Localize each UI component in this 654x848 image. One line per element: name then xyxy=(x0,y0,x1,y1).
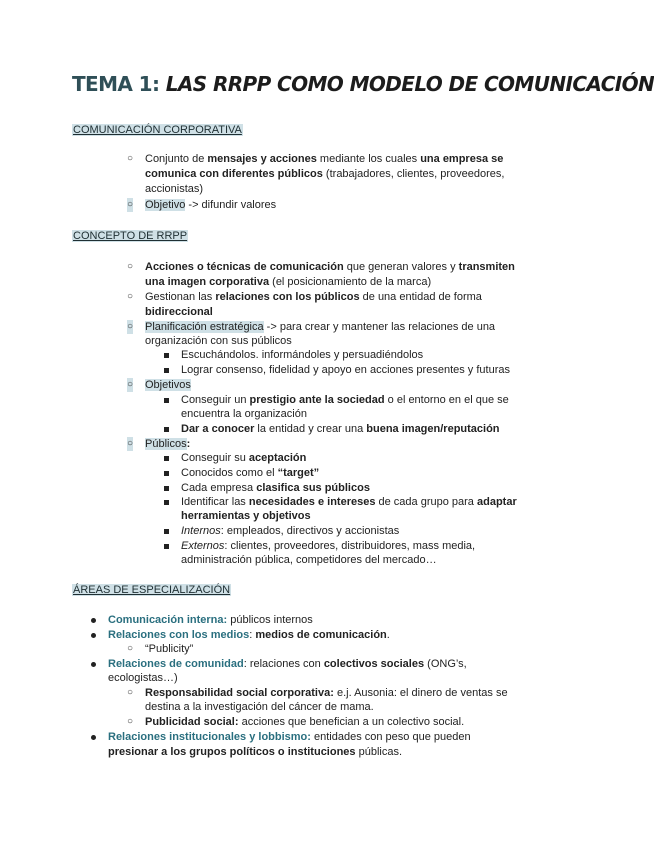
circle-bullet-icon: ○ xyxy=(127,643,134,654)
list-item-line: Externos: clientes, proveedores, distribuidores, mass media, xyxy=(181,540,476,552)
list-item-line: Gestionan las relaciones con los públicos de una entidad de forma xyxy=(145,291,482,303)
circle-bullet-icon: ○ xyxy=(127,261,134,272)
square-bullet-icon xyxy=(164,456,169,461)
title-prefix: TEMA 1: xyxy=(72,72,160,96)
circle-bullet-icon: ○ xyxy=(127,153,134,164)
circle-bullet-icon: ○ xyxy=(127,321,134,332)
list-item-line: Internos: empleados, directivos y accionistas xyxy=(181,525,400,537)
list-item-line: Identificar las necesidades e intereses de cada grupo para adaptar xyxy=(181,496,517,508)
list-item-line: Publicidad social: acciones que benefician a un colectivo social. xyxy=(145,716,465,728)
list-item-line: herramientas y objetivos xyxy=(181,510,311,522)
dot-bullet-icon xyxy=(91,633,96,638)
list-item-line: Objetivo -> difundir valores xyxy=(145,199,277,211)
section-heading-comunicacion-corporativa: COMUNICACIÓN CORPORATIVA xyxy=(73,124,242,136)
dot-bullet-icon xyxy=(91,662,96,667)
list-item-line: “Publicity” xyxy=(145,643,194,655)
list-item-line: organización con sus públicos xyxy=(145,335,292,347)
list-item-line: Comunicación interna: públicos internos xyxy=(108,614,313,626)
page-title xyxy=(72,72,654,96)
list-item-line: Objetivos xyxy=(145,379,191,391)
list-item-line: Conocidos como el “target” xyxy=(181,467,320,479)
list-item-line: destina a la investigación del cáncer de mama. xyxy=(145,701,374,713)
list-item-line: Relaciones de comunidad: relaciones con colectivos sociales (ONG’s, xyxy=(108,658,467,670)
dot-bullet-icon xyxy=(91,735,96,740)
list-item-line: Conjunto de mensajes y acciones mediante los cuales una empresa se xyxy=(145,153,504,165)
list-item-line: presionar a los grupos políticos o instituciones públicas. xyxy=(108,746,403,758)
dot-bullet-icon xyxy=(91,618,96,623)
list-item-line: Lograr consenso, fidelidad y apoyo en acciones presentes y futuras xyxy=(181,364,510,376)
circle-bullet-icon: ○ xyxy=(127,438,134,449)
list-item-line: encuentra la organización xyxy=(181,408,307,420)
square-bullet-icon xyxy=(164,486,169,491)
list-item-line: comunica con diferentes públicos (trabajadores, clientes, proveedores, xyxy=(145,168,505,180)
list-item-line: Planificación estratégica -> para crear y mantener las relaciones de una xyxy=(145,321,496,333)
list-item-line: Dar a conocer la entidad y crear una buena imagen/reputación xyxy=(181,423,500,435)
square-bullet-icon xyxy=(164,500,169,505)
square-bullet-icon xyxy=(164,398,169,403)
list-item-line: administración pública, competidores del mercado… xyxy=(181,554,437,566)
square-bullet-icon xyxy=(164,427,169,432)
square-bullet-icon xyxy=(164,368,169,373)
title-main: LAS RRPP COMO MODELO DE COMUNICACIÓN xyxy=(165,72,654,96)
list-item-line: Conseguir un prestigio ante la sociedad o el entorno en el que se xyxy=(181,394,509,406)
square-bullet-icon xyxy=(164,544,169,549)
section-heading-areas-especializacion: ÁREAS DE ESPECIALIZACIÓN xyxy=(73,584,231,596)
list-item-line: accionistas) xyxy=(145,183,204,195)
section-heading-concepto-rrpp: CONCEPTO DE RRPP xyxy=(73,230,188,242)
list-item-line: ecologistas…) xyxy=(108,672,178,684)
circle-bullet-icon: ○ xyxy=(127,291,134,302)
list-item-line: Escuchándolos. informándoles y persuadiéndolos xyxy=(181,349,424,361)
list-item-line: una imagen corporativa (el posicionamiento de la marca) xyxy=(145,276,432,288)
list-item-line: Cada empresa clasifica sus públicos xyxy=(181,482,370,494)
square-bullet-icon xyxy=(164,353,169,358)
list-item-line: Relaciones con los medios: medios de comunicación. xyxy=(108,629,390,641)
circle-bullet-icon: ○ xyxy=(127,687,134,698)
circle-bullet-icon: ○ xyxy=(127,199,134,210)
circle-bullet-icon: ○ xyxy=(127,716,134,727)
list-item-line: Públicos: xyxy=(145,438,191,450)
list-item-line: Responsabilidad social corporativa: e.j. Ausonia: el dinero de ventas se xyxy=(145,687,508,699)
list-item-line: Relaciones institucionales y lobbismo: entidades con peso que pueden xyxy=(108,731,471,743)
list-item-line: Conseguir su aceptación xyxy=(181,452,307,464)
square-bullet-icon xyxy=(164,529,169,534)
circle-bullet-icon: ○ xyxy=(127,379,134,390)
list-item-line: Acciones o técnicas de comunicación que generan valores y transmiten xyxy=(145,261,515,273)
list-item-line: bidireccional xyxy=(145,306,213,318)
square-bullet-icon xyxy=(164,471,169,476)
